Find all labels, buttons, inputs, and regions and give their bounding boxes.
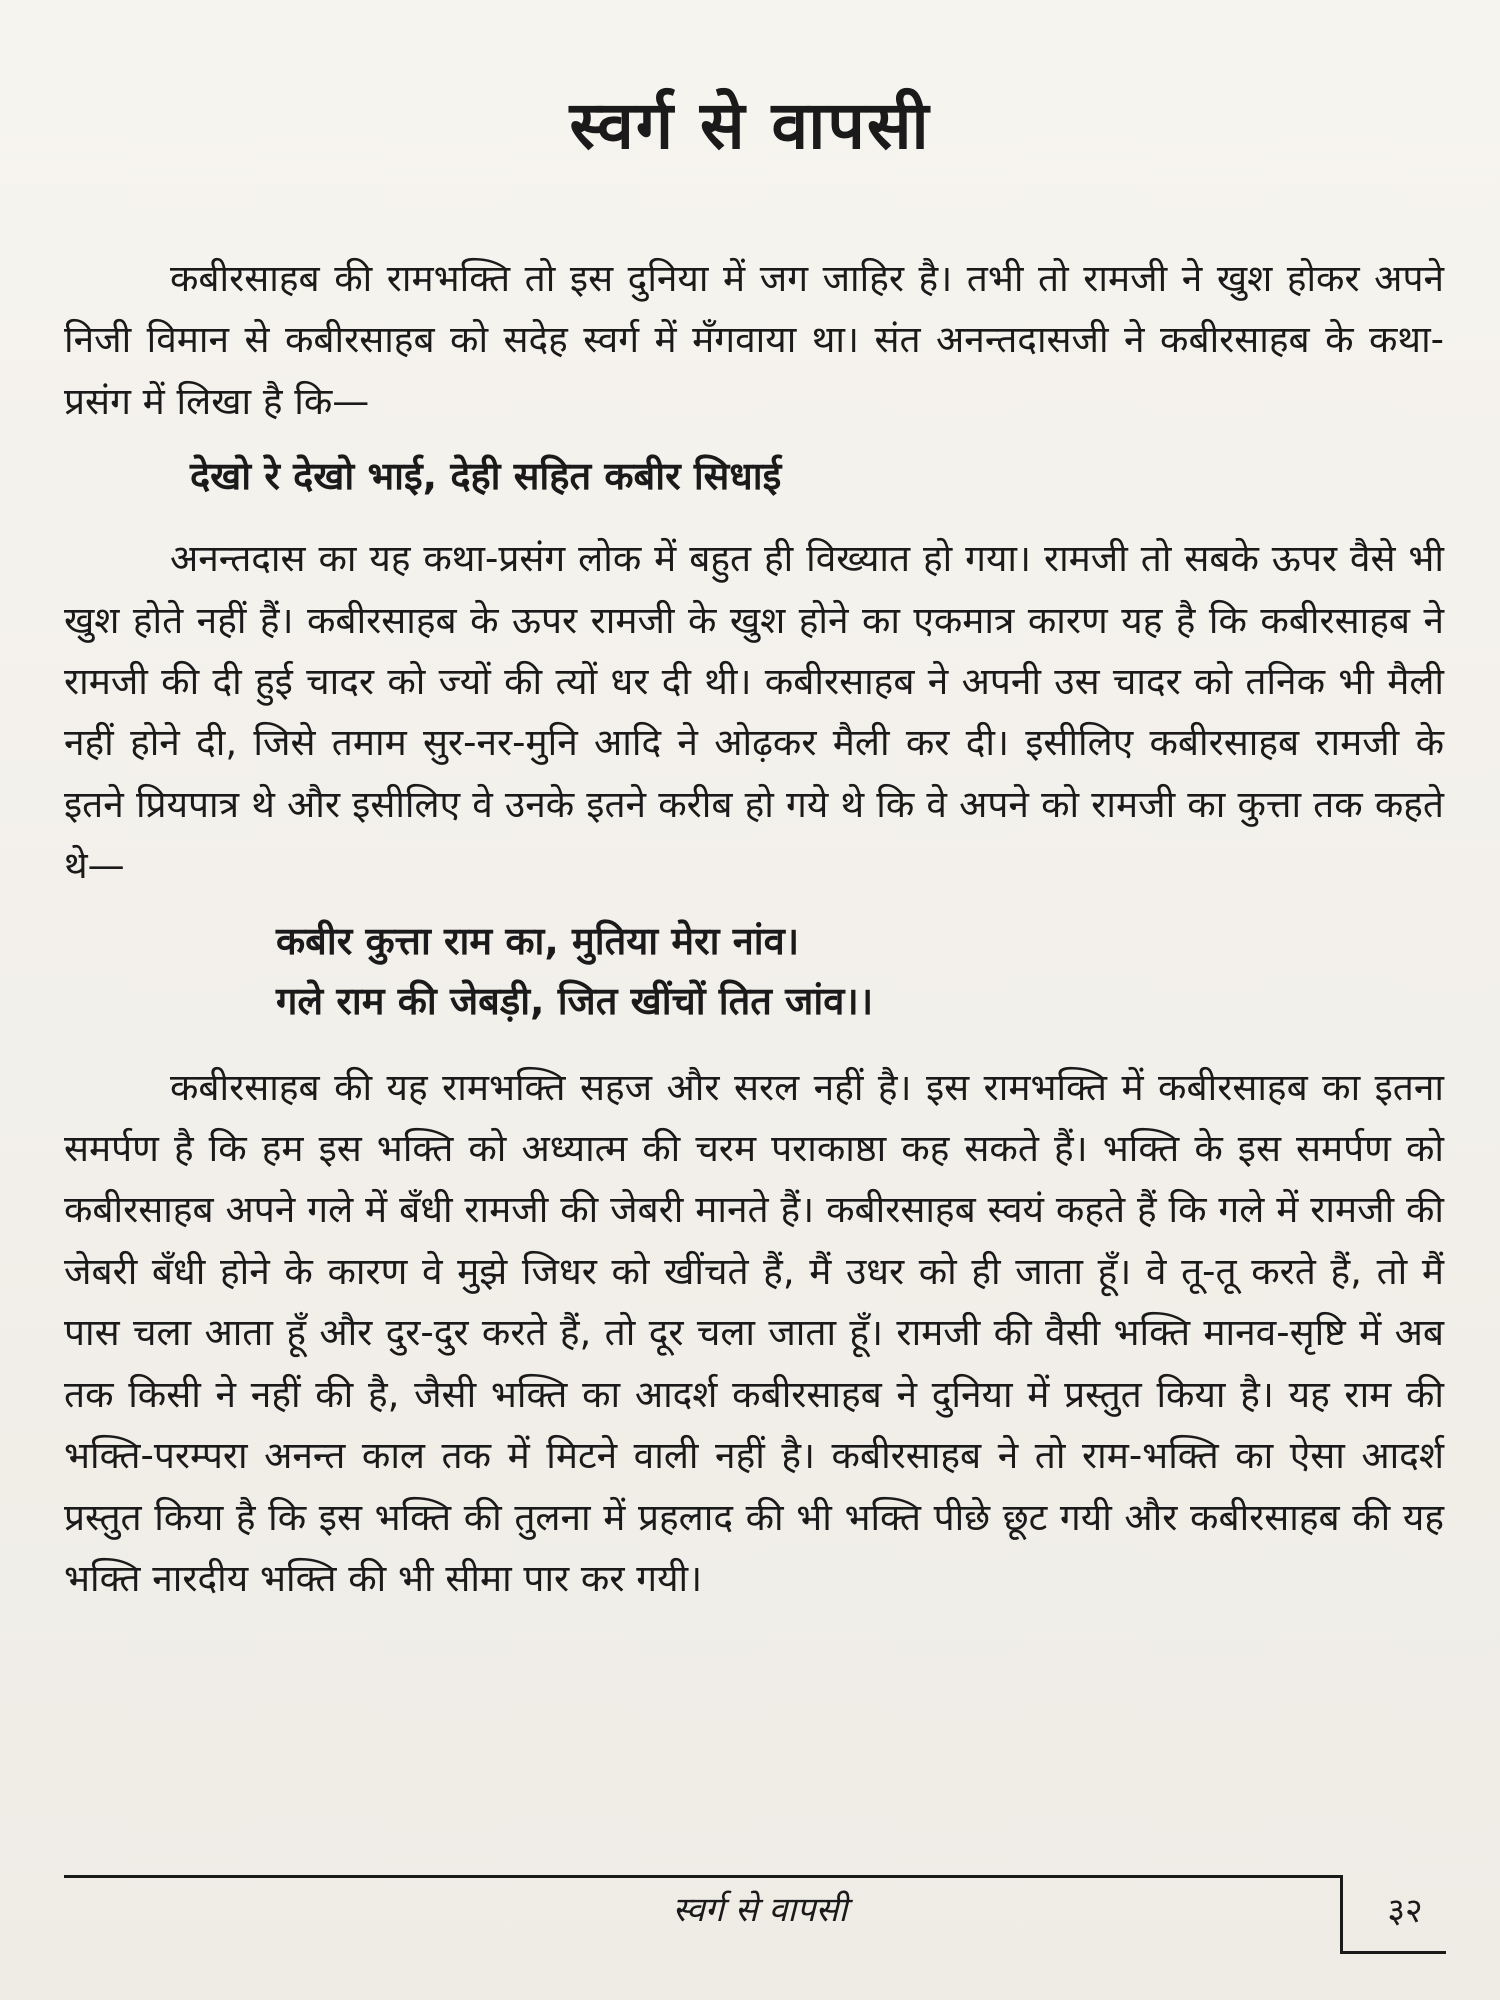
page-title: स्वर्ग से वापसी	[569, 87, 931, 164]
page-body	[64, 248, 1444, 1609]
footer-page-underline	[1340, 1951, 1446, 1954]
couplet-line-2: गले राम की जेबड़ी, जित खींचों तित जांव।।	[276, 978, 874, 1023]
footer-page-bracket	[1340, 1875, 1343, 1953]
verse-line: देखो रे देखो भाई, देही सहित कबीर सिधाई	[190, 454, 782, 499]
page-number: ३२	[1387, 1891, 1423, 1931]
footer-rule	[64, 1875, 1342, 1878]
paragraph-3: कबीरसाहब की यह रामभक्ति सहज और सरल नहीं है। इस रामभक्ति में कबीरसाहब का इतना समर्पण है कि हम इस भक्ति को अध्यात्म की चरम पराकाष्ठा कह सकते हैं। भक्ति के इस समर्पण को कबीरसाहब अपने गले में बँधी रामजी की जेबरी मानते हैं। कबीरसाहब स्वयं कहते हैं कि गले में रामजी की जेबरी बँधी होने के कारण वे मुझे जिधर को खींचते हैं, मैं उधर को ही जाता हूँ। वे तू-तू करते हैं, तो मैं पास चला आता हूँ और दुर-दुर करते हैं, तो दूर चला जाता हूँ। रामजी की वैसी भक्ति मानव-सृष्टि में अब तक किसी ने नहीं की है, जैसी भक्ति का आदर्श कबीरसाहब ने दुनिया में प्रस्तुत किया है। यह राम की भक्ति-परम्परा अनन्त काल तक में मिटने वाली नहीं है। कबीरसाहब ने तो राम-भक्ति का ऐसा आदर्श प्रस्तुत किया है कि इस भक्ति की तुलना में प्रहलाद की भी भक्ति पीछे छूट गयी और कबीरसाहब की यह भक्ति नारदीय भक्ति की भी सीमा पार कर गयी।	[64, 1065, 1444, 1600]
paragraph-1: कबीरसाहब की रामभक्ति तो इस दुनिया में जग जाहिर है। तभी तो रामजी ने खुश होकर अपने निजी विमान से कबीरसाहब को सदेह स्वर्ग में मँगवाया था। संत अनन्तदासजी ने कबीरसाहब के कथा-प्रसंग में लिखा है कि—	[64, 257, 1444, 423]
running-footer-title: स्वर्ग से वापसी	[672, 1890, 848, 1930]
couplet-line-1: कबीर कुत्ता राम का, मुतिया मेरा नांव।	[276, 918, 800, 963]
paragraph-2: अनन्तदास का यह कथा-प्रसंग लोक में बहुत ही विख्यात हो गया। रामजी तो सबके ऊपर वैसे भी खुश होते नहीं हैं। कबीरसाहब के ऊपर रामजी के खुश होने का एकमात्र कारण यह है कि कबीरसाहब ने रामजी की दी हुई चादर को ज्यों की त्यों धर दी थी। कबीरसाहब ने अपनी उस चादर को तनिक भी मैली नहीं होने दी, जिसे तमाम सुर-नर-मुनि आदि ने ओढ़कर मैली कर दी। इसीलिए कबीरसाहब रामजी के इतने प्रियपात्र थे और इसीलिए वे उनके इतने करीब हो गये थे कि वे अपने को रामजी का कुत्ता तक कहते थे—	[64, 537, 1444, 888]
